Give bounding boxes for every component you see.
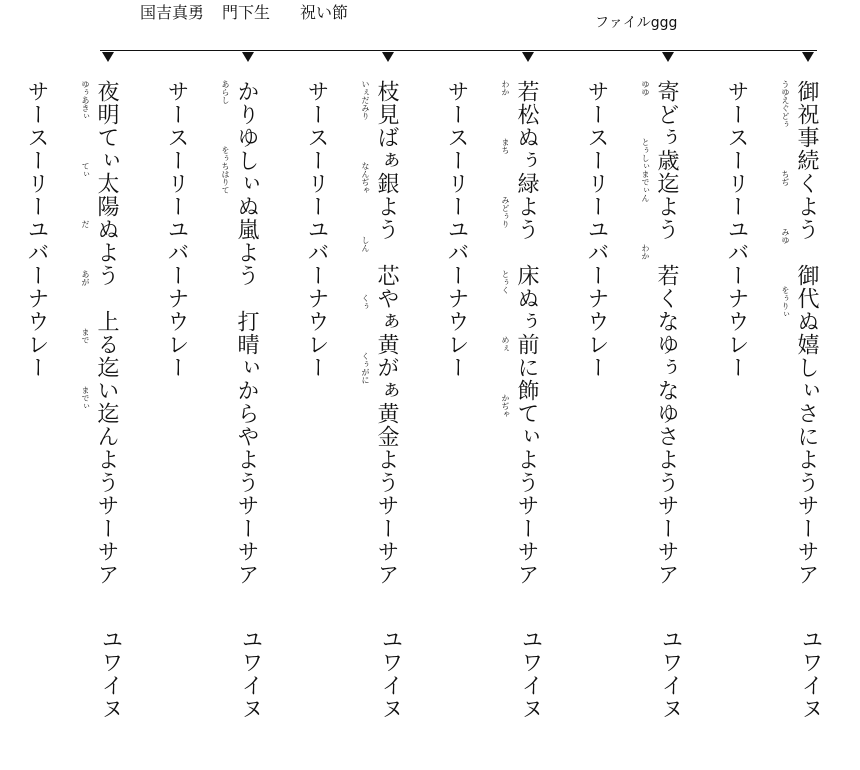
column-marker: [382, 52, 394, 62]
furigana: とぅく: [501, 270, 510, 294]
verse-line: [515, 80, 537, 586]
furigana: をぅりぃ: [781, 286, 790, 318]
coda-text: ユワイヌ: [658, 628, 683, 720]
document-title: ファイルggg: [595, 15, 678, 31]
refrain-line: [445, 80, 467, 379]
column-marker: [102, 52, 114, 62]
verse-line: [375, 80, 397, 586]
line-text: サースーリーユバーナウレー: [164, 80, 189, 379]
furigana: あらし: [221, 80, 230, 104]
line-text: 御祝事続くよう 御代ぬ嬉しぃさにようサーサア: [794, 80, 819, 586]
coda-text: ユワイヌ: [378, 628, 403, 720]
furigana: をぅちはりて: [221, 146, 230, 194]
furigana: しん: [361, 236, 370, 252]
line-text: 枝見ばぁ銀よう 芯やぁ黄がぁ黄金ようサーサア: [374, 80, 399, 586]
verse-line: [795, 80, 817, 586]
furigana: とぅしぃまでぃん: [641, 138, 650, 202]
column-marker: [662, 52, 674, 62]
furigana: ゆゆ: [641, 80, 650, 96]
line-text: 夜明てぃ太陽ぬよう 上る迄い迄んようサーサア: [94, 80, 119, 586]
song-name: 祝い節: [300, 3, 349, 22]
furigana: くぅ: [361, 294, 370, 310]
furigana: わか: [641, 244, 650, 260]
furigana: ちぢ: [781, 170, 790, 186]
line-text: かりゆしぃぬ嵐よう 打晴ぃからやようサーサア: [234, 80, 259, 586]
column-marker: [242, 52, 254, 62]
furigana: わか: [501, 80, 510, 96]
furigana-line: [361, 80, 371, 426]
line-text: 寄どぅ歳迄よう 若くなゆぅなゆさようサーサア: [654, 80, 679, 586]
column-marker: [522, 52, 534, 62]
coda-text: ユワイヌ: [238, 628, 263, 720]
author-name: 国吉真勇: [140, 3, 205, 22]
furigana-line: [221, 80, 231, 236]
furigana: まち: [501, 138, 510, 154]
verse-line: [235, 80, 257, 586]
line-text: サースーリーユバーナウレー: [24, 80, 49, 379]
furigana: なんぢゃ: [361, 162, 370, 194]
furigana: みどぅり: [501, 196, 510, 228]
furigana: ゆぅあきぃ: [81, 80, 90, 120]
furigana-line: [501, 80, 511, 460]
header-rule: [100, 50, 817, 51]
furigana: まで: [81, 328, 90, 344]
furigana: あが: [81, 270, 90, 286]
furigana: だ: [81, 220, 90, 228]
column-marker: [802, 52, 814, 62]
coda-text: ユワイヌ: [518, 628, 543, 720]
refrain-line: [305, 80, 327, 379]
furigana-line: [641, 80, 651, 302]
coda-text: ユワイヌ: [798, 628, 823, 720]
line-text: サースーリーユバーナウレー: [304, 80, 329, 379]
refrain-line: [585, 80, 607, 379]
line-text: サースーリーユバーナウレー: [584, 80, 609, 379]
refrain-line: [725, 80, 747, 379]
refrain-line: [25, 80, 47, 379]
furigana: かぢゃ: [501, 394, 510, 418]
furigana: てぃ: [81, 162, 90, 178]
line-text: 若松ぬぅ緑よう 床ぬぅ前に飾てぃようサーサア: [514, 80, 539, 586]
author-affiliation: 門下生: [222, 3, 271, 22]
line-text: サースーリーユバーナウレー: [724, 80, 749, 379]
furigana-line: [81, 80, 91, 452]
furigana: みゆ: [781, 228, 790, 244]
furigana: めぇ: [501, 336, 510, 352]
line-text: サースーリーユバーナウレー: [444, 80, 469, 379]
verse-line: [95, 80, 117, 586]
furigana-line: [781, 80, 791, 360]
refrain-line: [165, 80, 187, 379]
furigana: うゆえぐどぅ: [781, 80, 790, 128]
coda-text: ユワイヌ: [98, 628, 123, 720]
furigana: いぇだみり: [361, 80, 370, 120]
furigana: くぅがに: [361, 352, 370, 384]
furigana: までぃ: [81, 386, 90, 410]
verse-line: [655, 80, 677, 586]
